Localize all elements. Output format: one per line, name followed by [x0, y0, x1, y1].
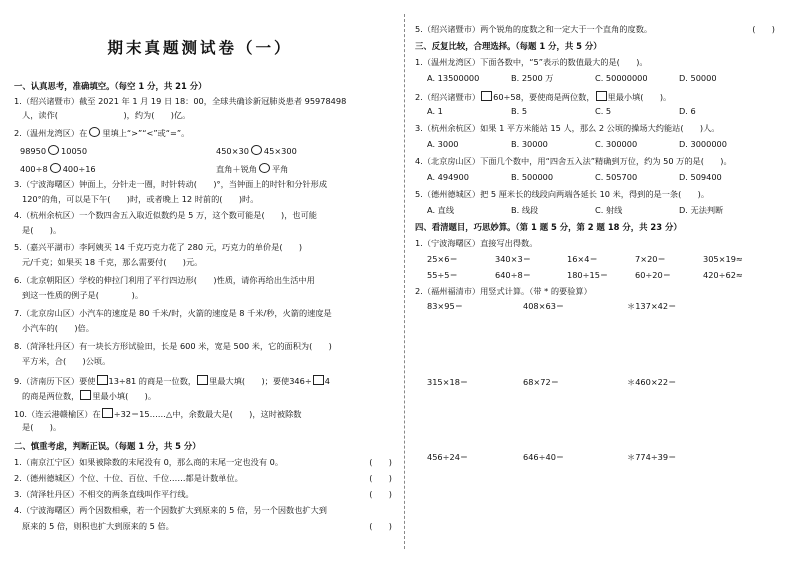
c4-opt-b[interactable]: B. 500000	[511, 172, 554, 182]
choice-3: 3.（杭州余杭区）如果 1 平方米能站 15 人，那么 2 公顷的操场大约能站( )人。	[415, 123, 720, 133]
q8-line1: 8.（菏泽牡丹区）有一块长方形试验田，长是 600 米，宽是 500 米，它的面积为( )	[14, 341, 332, 351]
q8-line2: 平方米，合( )公顷。	[22, 356, 111, 366]
q3-line2: 120°的角，可以是下午( )时，或者晚上 12 时前的( )时。	[22, 194, 259, 204]
vc-2-2: 68×72＝	[523, 377, 559, 387]
q5-line2: 元/千克；如果买 18 千克，那么需要付( )元。	[22, 257, 203, 267]
c3-opt-d[interactable]: D. 3000000	[679, 139, 727, 149]
q6-line2: 到这一性质的例子是( )。	[22, 290, 144, 300]
answer-paren[interactable]: ( )	[369, 473, 392, 483]
c1-opt-b[interactable]: B. 2500 万	[511, 73, 554, 83]
q5-line1: 5.（嘉兴平湖市）李阿姨买 14 千克巧克力花了 280 元，巧克力的单价是( )	[14, 242, 303, 252]
choice-4: 4.（北京房山区）下面几个数中，用“四舍五入法”精确到万位，约为 50 万的是( )。	[415, 156, 732, 166]
mm-r2-3: 180÷15＝	[567, 270, 609, 280]
c2-opt-c[interactable]: C. 5	[595, 106, 612, 116]
mm-r2-2: 640÷8＝	[495, 270, 531, 280]
q6-line1: 6.（北京朝阳区）学校的伸拉门利用了平行四边形( )性质，请你再给出生活中用	[14, 275, 315, 285]
section-4-heading: 四、看清题目，巧思妙算。（第 1 题 5 分，第 2 题 18 分，共 23 分）	[415, 222, 682, 232]
choice-5: 5.（德州德城区）把 5 厘米长的线段向两端各延长 10 米，得到的是一条( )。	[415, 189, 710, 199]
judge-1: 1.（南京江宁区）如果被除数的末尾没有 0，那么商的末尾一定也没有 0。 ( )	[14, 457, 392, 467]
q10-line2: 是( )。	[22, 422, 62, 432]
q4-line2: 是( )。	[22, 225, 62, 235]
vc-3-2: 646÷40＝	[523, 452, 565, 462]
judge-4-line1: 4.（宁波海曙区）两个因数相乘，若一个因数扩大到原来的 5 倍，另一个因数也扩大到	[14, 505, 327, 515]
q9-line2: 的商是两位数， 里最小填( )。	[22, 391, 157, 401]
choice-1: 1.（温州龙湾区）下面各数中，“5”表示的数值最大的是( )。	[415, 57, 648, 67]
answer-paren[interactable]: ( )	[369, 457, 392, 467]
blank-box-icon[interactable]	[97, 375, 108, 385]
c4-opt-d[interactable]: D. 509400	[679, 172, 722, 182]
answer-paren[interactable]: ( )	[369, 521, 392, 531]
c1-opt-d[interactable]: D. 50000	[679, 73, 717, 83]
judge-2: 2.（德州德城区）个位、十位、百位、千位……都是计数单位。 ( )	[14, 473, 392, 483]
c5-opt-b[interactable]: B. 线段	[511, 205, 539, 215]
compare-circle-icon[interactable]	[50, 163, 61, 173]
answer-paren[interactable]: ( )	[369, 489, 392, 499]
column-divider	[404, 14, 405, 549]
q9-line1: 9.（济南历下区）要使 13÷81 的商是一位数， 里最大填( )；要使346÷ 4	[14, 376, 330, 386]
c4-opt-c[interactable]: C. 505700	[595, 172, 638, 182]
q2-row1-b: 450×30 45×300	[216, 146, 297, 156]
q2-row2-a: 400÷8 400÷16	[20, 164, 96, 174]
c1-opt-c[interactable]: C. 50000000	[595, 73, 648, 83]
c5-opt-c[interactable]: C. 射线	[595, 205, 623, 215]
q10-line1: 10.（连云港赣榆区）在 ÷32＝15……△中，余数最大是( )，这时被除数	[14, 409, 302, 419]
c3-opt-c[interactable]: C. 300000	[595, 139, 638, 149]
compare-circle-icon[interactable]	[251, 145, 262, 155]
mm-r1-2: 340×3＝	[495, 254, 531, 264]
compare-circle-icon[interactable]	[48, 145, 59, 155]
c5-opt-d[interactable]: D. 无法判断	[679, 205, 724, 215]
blank-box-icon[interactable]	[313, 375, 324, 385]
c1-opt-a[interactable]: A. 13500000	[427, 73, 480, 83]
c3-opt-b[interactable]: B. 30000	[511, 139, 548, 149]
compare-circle-icon	[89, 127, 100, 137]
compare-circle-icon[interactable]	[259, 163, 270, 173]
c4-opt-a[interactable]: A. 494900	[427, 172, 469, 182]
mm-r2-1: 55÷5＝	[427, 270, 458, 280]
page-title: 期末真题测试卷（一）	[107, 38, 293, 57]
vc-3-3: ＊774÷39＝	[627, 452, 677, 462]
q7-line2: 小汽车的( )倍。	[22, 323, 94, 333]
mm-r1-5: 305×19≈	[703, 254, 743, 264]
blank-box-icon	[80, 390, 91, 400]
choice-2: 2.（绍兴诸暨市） 60÷58，要使商是两位数， 里最小填( )。	[415, 92, 672, 102]
mm-r1-4: 7×20＝	[635, 254, 666, 264]
section-2-heading: 二、慎重考虑，判断正误。（每题 1 分，共 5 分）	[14, 441, 201, 451]
c2-opt-b[interactable]: B. 5	[511, 106, 528, 116]
blank-box-icon	[596, 91, 607, 101]
judge-3: 3.（菏泽牡丹区）不相交的两条直线叫作平行线。 ( )	[14, 489, 392, 499]
section-3-heading: 三、反复比较，合理选择。（每题 1 分，共 5 分）	[415, 41, 602, 51]
vertical-calc-heading: 2.（福州福清市）用竖式计算。（带 * 的要验算）	[415, 286, 592, 296]
q2-row1-a: 98950 10050	[20, 146, 88, 156]
mm-r1-3: 16×4＝	[567, 254, 598, 264]
answer-paren[interactable]: ( )	[752, 24, 775, 34]
c2-opt-a[interactable]: A. 1	[427, 106, 443, 116]
vc-2-1: 315×18＝	[427, 377, 469, 387]
q3-line1: 3.（宁波海曙区）钟面上，分针走一圈，时针转动( )°，当钟面上的时针和分针形成	[14, 179, 328, 189]
vc-3-1: 456÷24＝	[427, 452, 469, 462]
q2-row2-b: 直角＋锐角 平角	[216, 164, 289, 174]
q1-line1: 1.（绍兴诸暨市）截至 2021 年 1 月 19 日 18：00，全球共确诊新冠肺炎患者 95978498	[14, 96, 347, 106]
vc-2-3: ＊460×22＝	[627, 377, 677, 387]
q4-line1: 4.（杭州余杭区）一个数四舍五入取近似数约是 5 万，这个数可能是( )，也可能	[14, 210, 317, 220]
q1-line2: 人，读作( )，约为( )亿。	[22, 110, 191, 120]
right-column	[411, 0, 794, 561]
mm-r2-4: 60÷20＝	[635, 270, 671, 280]
mental-math-heading: 1.（宁波海曙区）直接写出得数。	[415, 238, 538, 248]
q7-line1: 7.（北京房山区）小汽车的速度是 80 千米/时，火箭的速度是 8 千米/秒，火箭的速度是	[14, 308, 332, 318]
vc-1-1: 83×95＝	[427, 301, 463, 311]
mm-r2-5: 420÷62≈	[703, 270, 743, 280]
blank-box-icon	[481, 91, 492, 101]
vc-1-3: ＊137×42＝	[627, 301, 677, 311]
q2-line: 2.（温州龙湾区）在 里填上“>”“<”或“=”。	[14, 128, 190, 138]
judge-4-line2: 原来的 5 倍，则积也扩大到原来的 5 倍。 ( )	[22, 521, 392, 531]
blank-box-icon	[197, 375, 208, 385]
mm-r1-1: 25×6＝	[427, 254, 458, 264]
section-1-heading: 一、认真思考，准确填空。（每空 1 分，共 21 分）	[14, 81, 207, 91]
c5-opt-a[interactable]: A. 直线	[427, 205, 455, 215]
c3-opt-a[interactable]: A. 3000	[427, 139, 459, 149]
judge-5: 5.（绍兴诸暨市）两个锐角的度数之和一定大于一个直角的度数。 ( )	[415, 24, 775, 34]
vc-1-2: 408×63＝	[523, 301, 565, 311]
c2-opt-d[interactable]: D. 6	[679, 106, 696, 116]
blank-box-icon[interactable]	[102, 408, 113, 418]
